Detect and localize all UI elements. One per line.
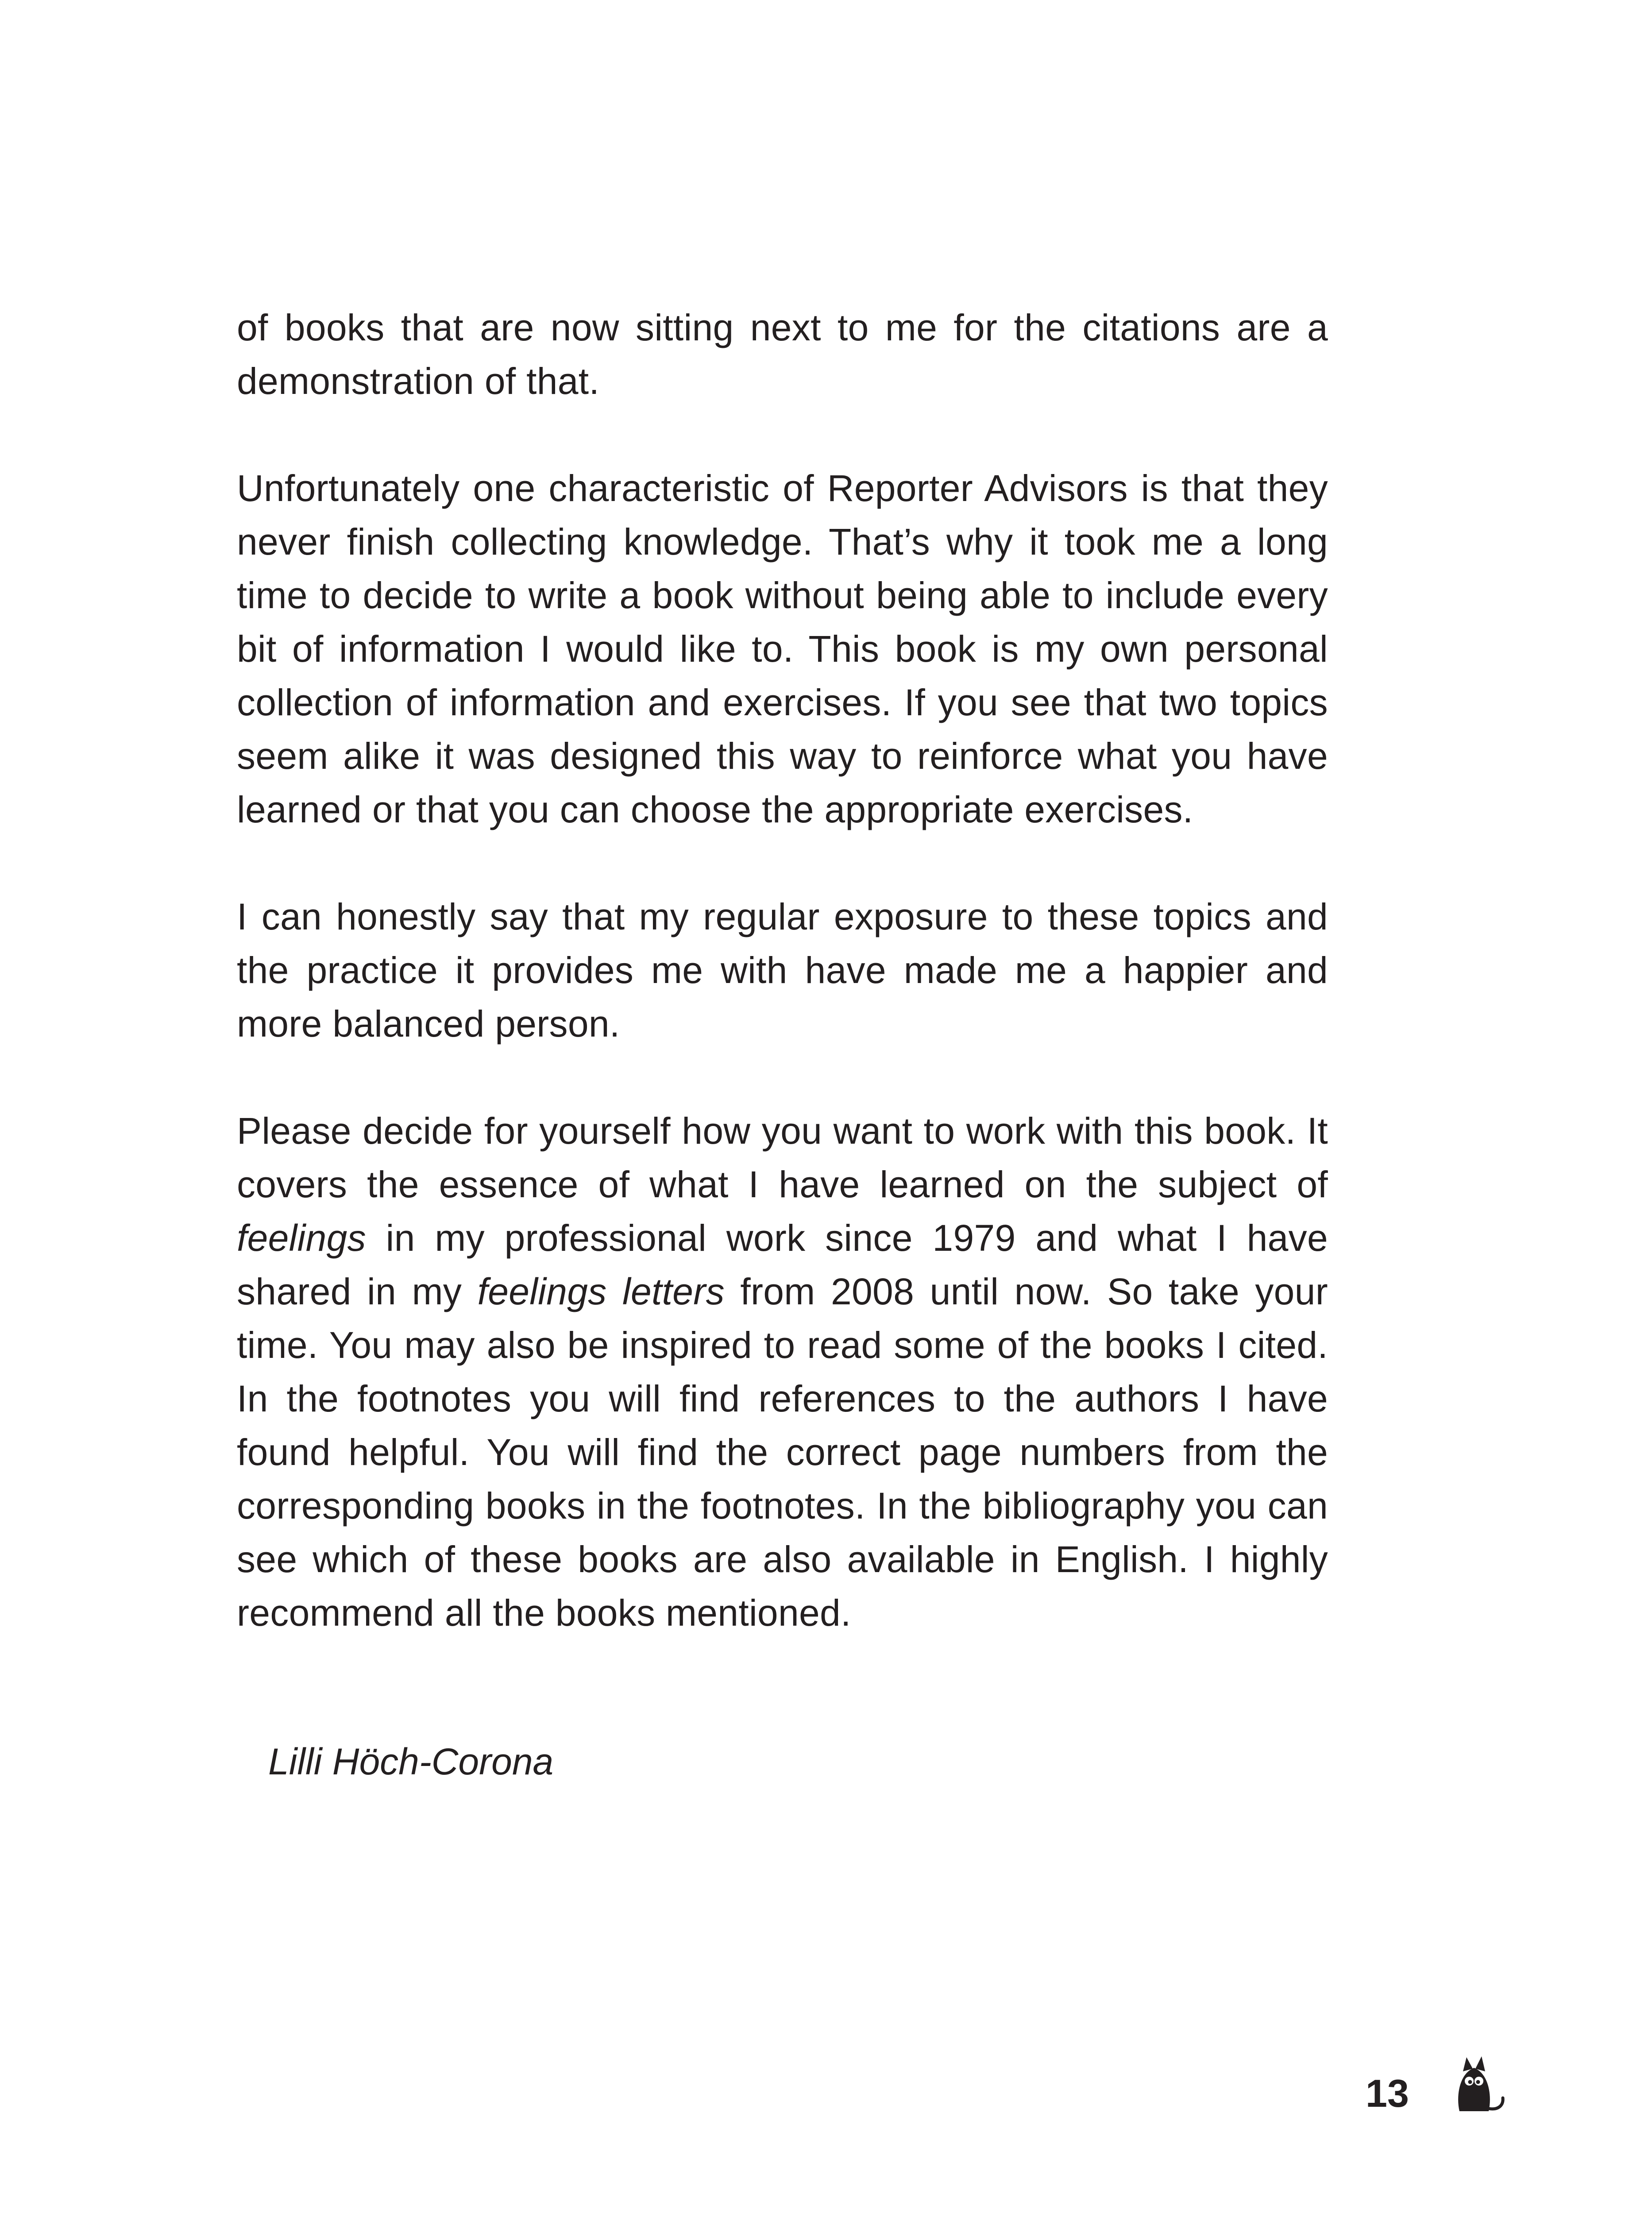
- author-signature: Lilli Höch-Corona: [268, 1741, 554, 1782]
- italic-text: feelings letters: [477, 1271, 725, 1312]
- paragraph: [237, 301, 1328, 408]
- paragraph: [237, 462, 1328, 837]
- text-run: Unfortunately one characteristic of Reporter Advisors is that they never finish collecting knowledge. That’s why it took me a long time to decide to write a book without being able to include every bit of information I would like to. This book is my own personal collection of information and exercises. If you see that two topics seem alike it was designed this way to reinforce what you have learned or that you can choose the appropriate exercises.: [237, 467, 1328, 830]
- text-run: Please decide for yourself how you want to work with this book. It covers the essence of what I have learned on the subject of: [237, 1110, 1328, 1205]
- body-text: [237, 301, 1328, 1693]
- text-run: of books that are now sitting next to me for the citations are a demonstration of that.: [237, 307, 1328, 402]
- text-run: from 2008 until now. So take your time. You may also be inspired to read some of the books I cited. In the footnotes you will find references to the authors I have found helpful. You will find the correct page numbers from the corresponding books in the footnotes. In the bibliography you can see which of these books are also available in English. I highly recommend all the books mentioned.: [237, 1271, 1328, 1634]
- page-number: 13: [1366, 2071, 1409, 2115]
- paragraph: [237, 890, 1328, 1051]
- paragraph: [237, 1104, 1328, 1640]
- text-run: in my professional work since 1979 and what I have shared in my: [237, 1217, 1328, 1312]
- text-run: I can honestly say that my regular exposure to these topics and the practice it provides me with have made me a happier and more balanced person.: [237, 896, 1328, 1045]
- cat-mascot-icon: [1450, 2054, 1507, 2120]
- italic-text: feelings: [237, 1217, 366, 1259]
